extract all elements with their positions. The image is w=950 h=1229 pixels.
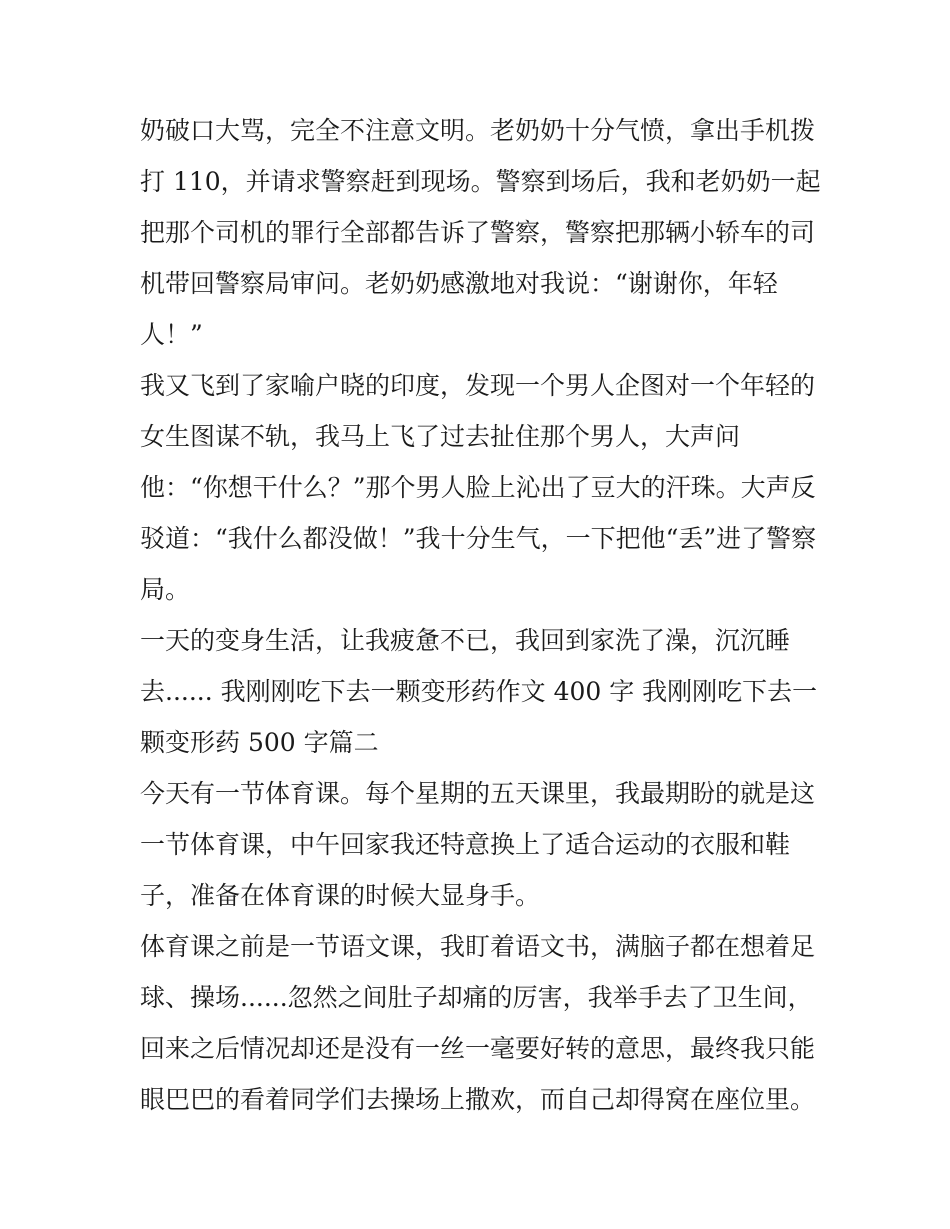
text-line: 一节体育课，中午回家我还特意换上了适合运动的衣服和鞋 — [140, 830, 791, 859]
text-line: 今天有一节体育课。每个星期的五天课里，我最期盼的就是这 — [140, 779, 816, 808]
text-line: 眼巴巴的看着同学们去操场上撒欢，而自己却得窝在座位里。 — [140, 1085, 816, 1114]
text-line: 一天的变身生活，让我疲惫不已，我回到家洗了澡，沉沉睡 — [140, 626, 791, 655]
text-line: 机带回警察局审问。老奶奶感激地对我说：“谢谢你，年轻 — [140, 269, 778, 298]
text-line: 子，准备在体育课的时候大显身手。 — [140, 881, 541, 910]
text-line: 我又飞到了家喻户晓的印度，发现一个男人企图对一个年轻的 — [140, 371, 816, 400]
text-line: 奶破口大骂，完全不注意文明。老奶奶十分气愤，拿出手机拨 — [140, 116, 816, 145]
text-line: 女生图谋不轨，我马上飞了过去扯住那个男人，大声问 — [140, 422, 741, 451]
text-line: 人！” — [140, 320, 203, 349]
text-line: 体育课之前是一节语文课，我盯着语文书，满脑子都在想着足 — [140, 932, 816, 961]
text-line: 驳道：“我什么都没做！”我十分生气，一下把他“丢”进了警察 — [140, 524, 817, 553]
text-line: 他：“你想干什么？”那个男人脸上沁出了豆大的汗珠。大声反 — [140, 473, 816, 502]
text-line: 把那个司机的罪行全部都告诉了警察，警察把那辆小轿车的司 — [140, 218, 816, 247]
text-line: 回来之后情况却还是没有一丝一毫要好转的意思，最终我只能 — [140, 1034, 816, 1063]
text-line: 去...... 我刚刚吃下去一颗变形药作文 400 字 我刚刚吃下去一 — [140, 677, 818, 706]
text-line: 局。 — [140, 575, 191, 604]
text-line: 打 110，并请求警察赶到现场。警察到场后，我和老奶奶一起 — [140, 167, 821, 196]
document-body — [140, 105, 820, 1125]
text-line: 颗变形药 500 字篇二 — [140, 728, 379, 757]
text-line: 球、操场......忽然之间肚子却痛的厉害，我举手去了卫生间， — [140, 983, 813, 1012]
